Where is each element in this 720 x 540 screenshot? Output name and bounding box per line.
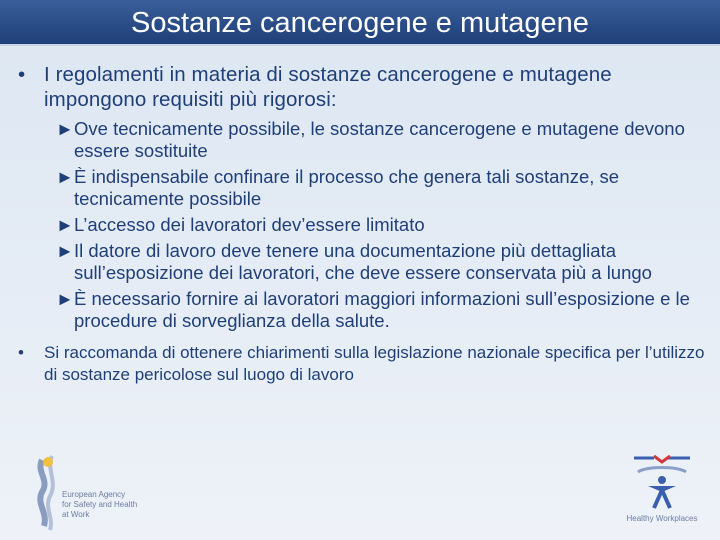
slide-content xyxy=(18,62,708,386)
sub-item-text: Ove tecnicamente possibile, le sostanze cancerogene e mutagene devono essere sostituite xyxy=(74,118,685,161)
bullet-1 xyxy=(18,62,708,112)
triangle-marker-icon: ► xyxy=(56,241,74,261)
triangle-marker-icon: ► xyxy=(56,289,74,309)
triangle-marker-icon: ► xyxy=(56,215,74,235)
bullet-dot: • xyxy=(18,63,26,86)
healthy-workplaces-logo-text: Healthy Workplaces xyxy=(626,514,698,523)
bullet-dot: • xyxy=(18,343,24,362)
bullet-1-text: I regolamenti in materia di sostanze cancerogene e mutagene impongono requisiti più rigorosi: xyxy=(44,63,612,111)
triangle-marker-icon: ► xyxy=(56,119,74,139)
sub-list xyxy=(18,118,708,332)
triangle-marker-icon: ► xyxy=(56,167,74,187)
slide-title: Sostanze cancerogene e mutagene xyxy=(131,7,589,39)
sub-item-text: È indispensabile confinare il processo che genera tali sostanze, se tecnicamente possibile xyxy=(74,166,620,209)
healthy-workplaces-logo-icon xyxy=(624,452,700,522)
sub-item xyxy=(56,240,708,284)
eu-osha-logo-text: European Agency for Safety and Health at Work xyxy=(62,490,138,519)
sub-item-text: Il datore di lavoro deve tenere una documentazione più dettagliata sull’esposizione dei lavoratori, che deve essere conservata più a lungo xyxy=(74,240,652,283)
sub-item xyxy=(56,166,708,210)
bullet-2 xyxy=(18,342,708,386)
sub-item xyxy=(56,214,708,236)
sub-item xyxy=(56,288,708,332)
sub-item xyxy=(56,118,708,162)
sub-item-text: È necessario fornire ai lavoratori maggiori informazioni sull’esposizione e le procedure di sorveglianza della salute. xyxy=(74,288,690,331)
sub-item-text: L’accesso dei lavoratori dev’essere limitato xyxy=(74,214,425,235)
bullet-2-text: Si raccomanda di ottenere chiarimenti sulla legislazione nazionale specifica per l’utilizzo di sostanze pericolose sul luogo di lavoro xyxy=(44,343,705,384)
